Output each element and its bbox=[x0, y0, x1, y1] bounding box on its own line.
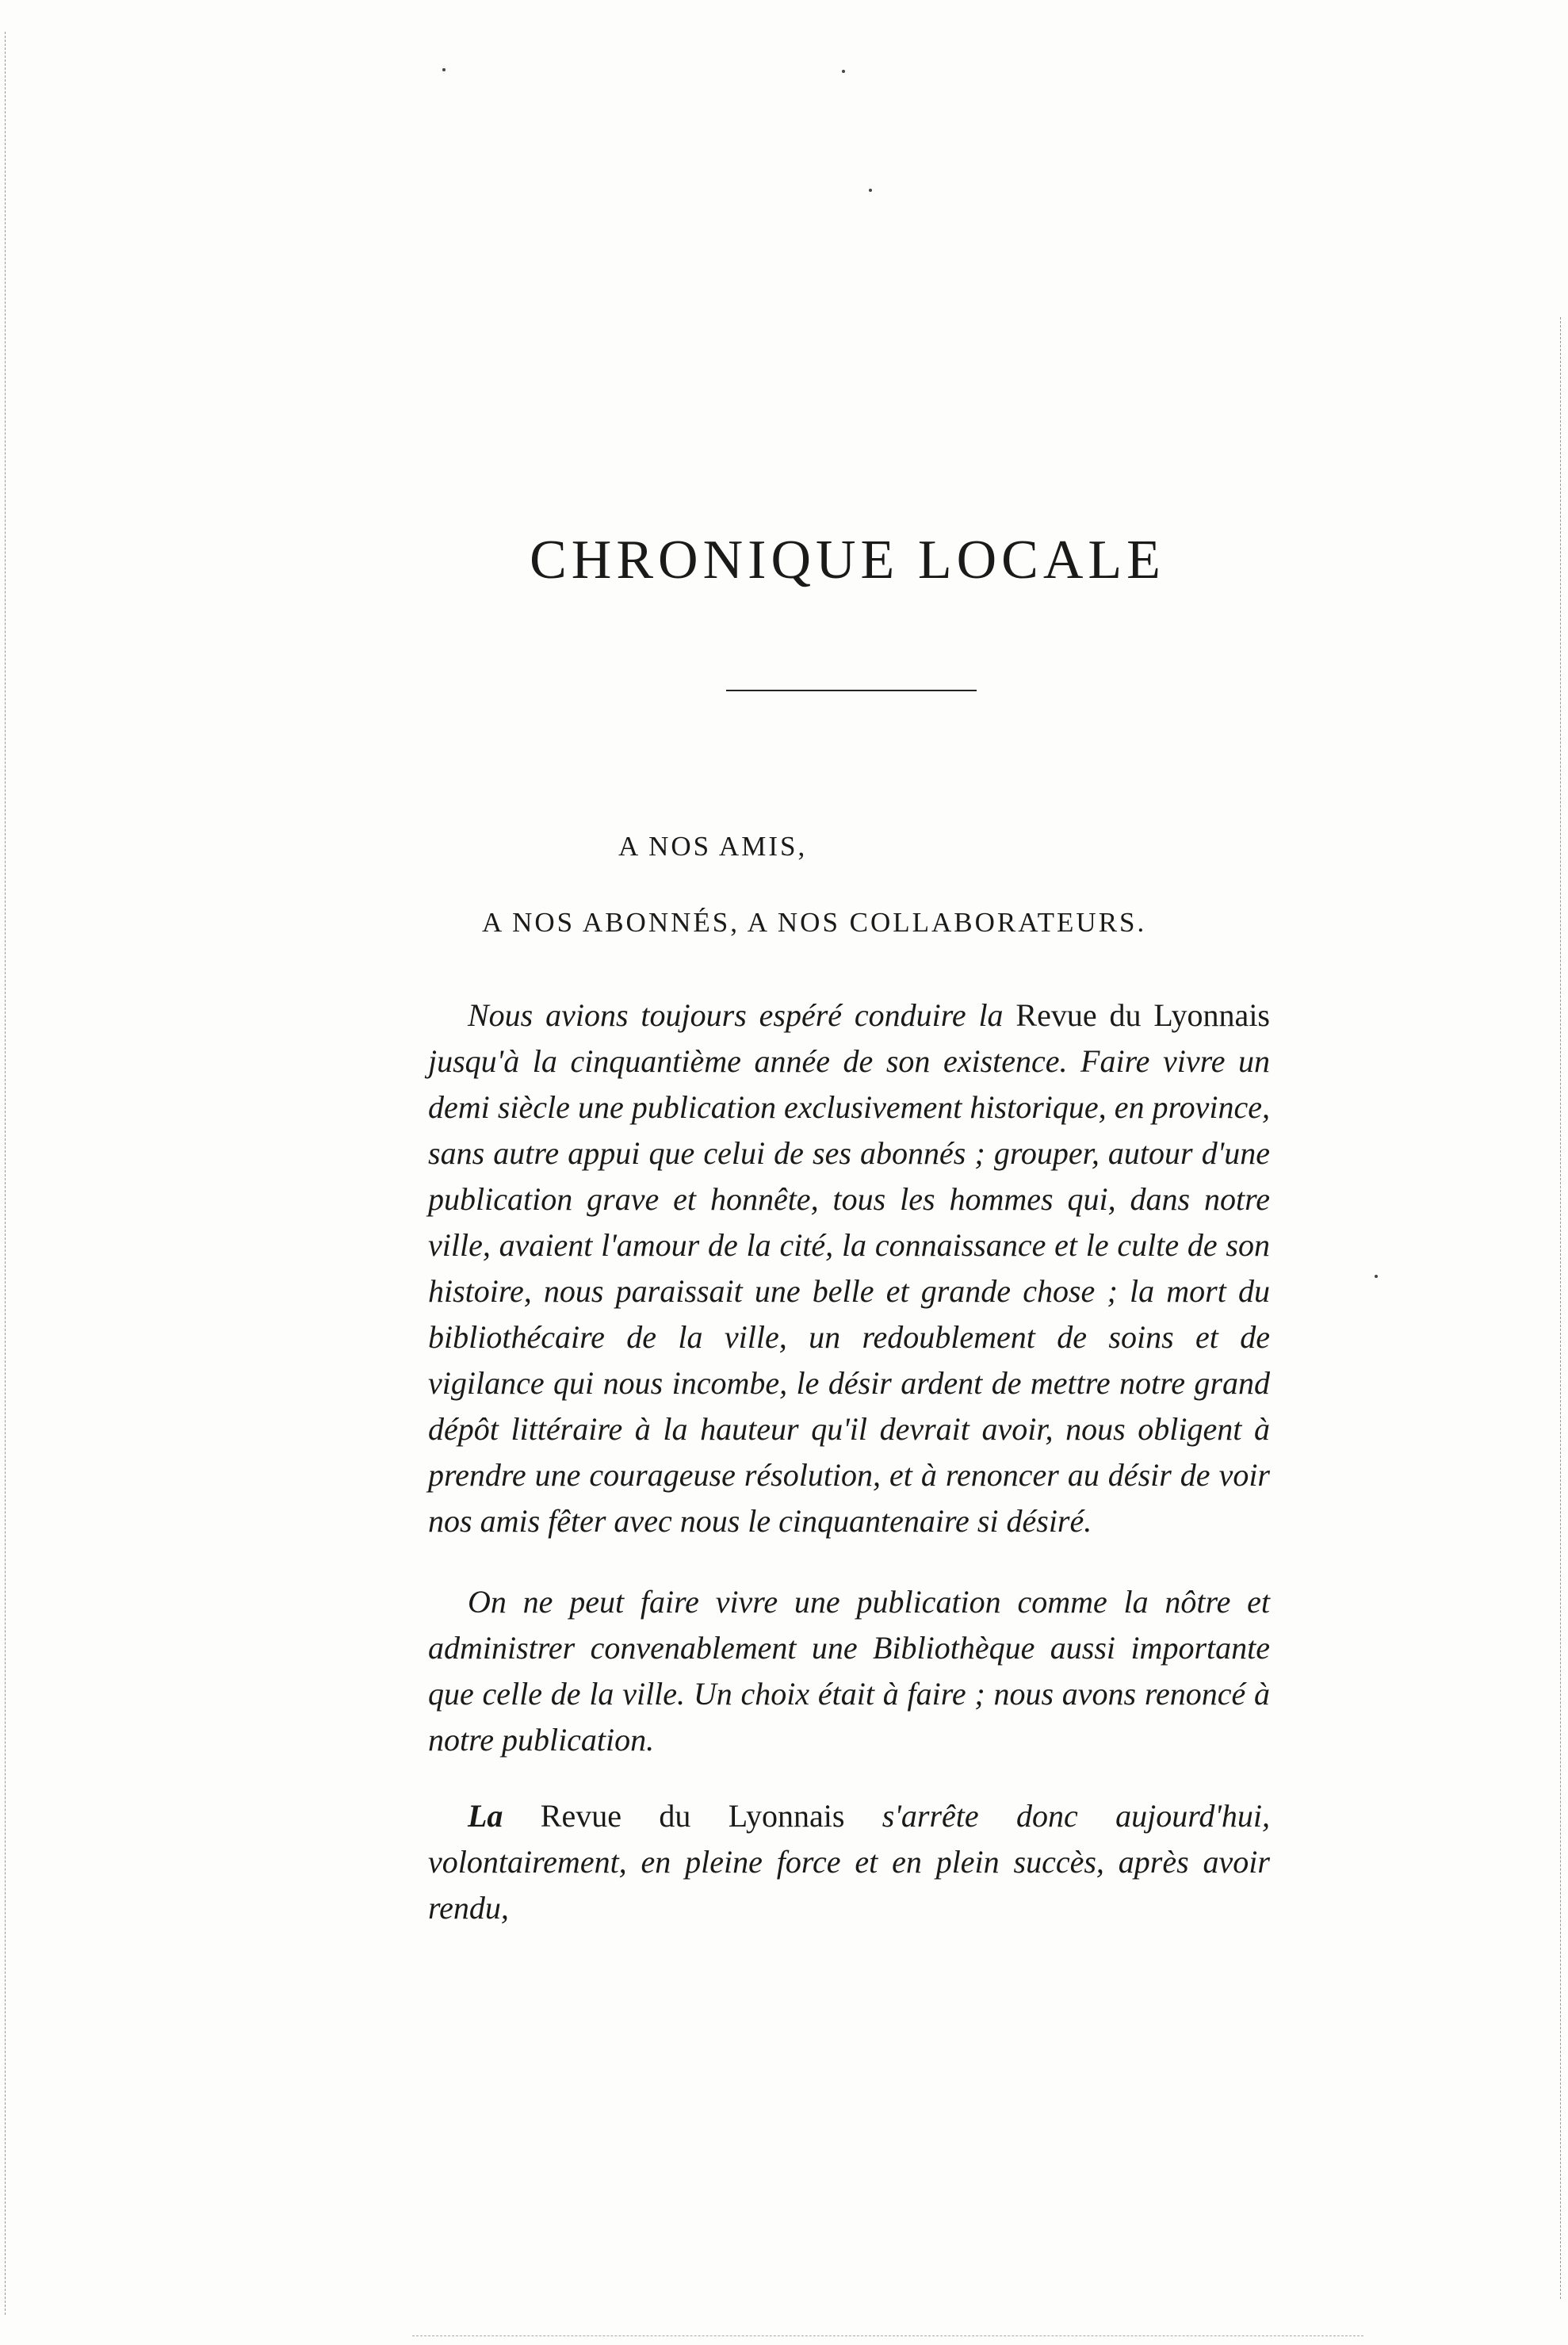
page-title: CHRONIQUE LOCALE bbox=[530, 530, 1165, 591]
bottom-edge-artifact bbox=[412, 2335, 1363, 2336]
scan-speck bbox=[869, 189, 872, 192]
paragraph-1 bbox=[428, 993, 1270, 1544]
paragraph-3-segment-1: La bbox=[468, 1798, 503, 1834]
title-divider bbox=[726, 690, 977, 691]
paragraph-1-segment-2: Revue du Lyonnais bbox=[1015, 997, 1270, 1033]
paragraph-3-segment-3: s'arrête donc aujourd'hui, volontairement, en pleine force et en plein succès, après avoir rendu, bbox=[428, 1798, 1270, 1926]
dedication-line-1: A NOS AMIS, bbox=[618, 831, 808, 862]
paragraph-3-segment-2: Revue du Lyonnais bbox=[503, 1798, 845, 1834]
left-edge-artifact bbox=[5, 32, 6, 2315]
right-edge-artifact bbox=[1560, 317, 1561, 2299]
paragraph-1-segment-1: Nous avions toujours espéré conduire la bbox=[468, 997, 1016, 1033]
scan-speck bbox=[842, 70, 845, 73]
scan-speck bbox=[442, 68, 446, 71]
scan-speck bbox=[1375, 1275, 1378, 1278]
paragraph-1-segment-3: jusqu'à la cinquantième année de son existence. Faire vivre un demi siècle une publication exclusivement historique, en province, sans autre appui que celui de ses abonnés ; grouper, autour d'une publication grave et honnête, tous les hommes qui, dans notre ville, avaient l'amour de la cité, la connaissance et le culte de son histoire, nous paraissait une belle et grande chose ; la mort du bibliothécaire de la ville, un redoublement de soins et de vigilance qui nous incombe, le désir ardent de mettre notre grand dépôt littéraire à la hauteur qu'il devrait avoir, nous obligent à prendre une courageuse résolution, et à renoncer au désir de voir nos amis fêter avec nous le cinquantenaire si désiré. bbox=[428, 1043, 1270, 1539]
paragraph-2-text: On ne peut faire vivre une publication comme la nôtre et administrer convenablement une Bibliothèque aussi importante que celle de la ville. Un choix était à faire ; nous avons renoncé à notre publication. bbox=[428, 1584, 1270, 1758]
dedication-line-2: A NOS ABONNÉS, A NOS COLLABORATEURS. bbox=[482, 907, 1147, 938]
paragraph-2 bbox=[428, 1579, 1270, 1763]
paragraph-3 bbox=[428, 1793, 1270, 1931]
